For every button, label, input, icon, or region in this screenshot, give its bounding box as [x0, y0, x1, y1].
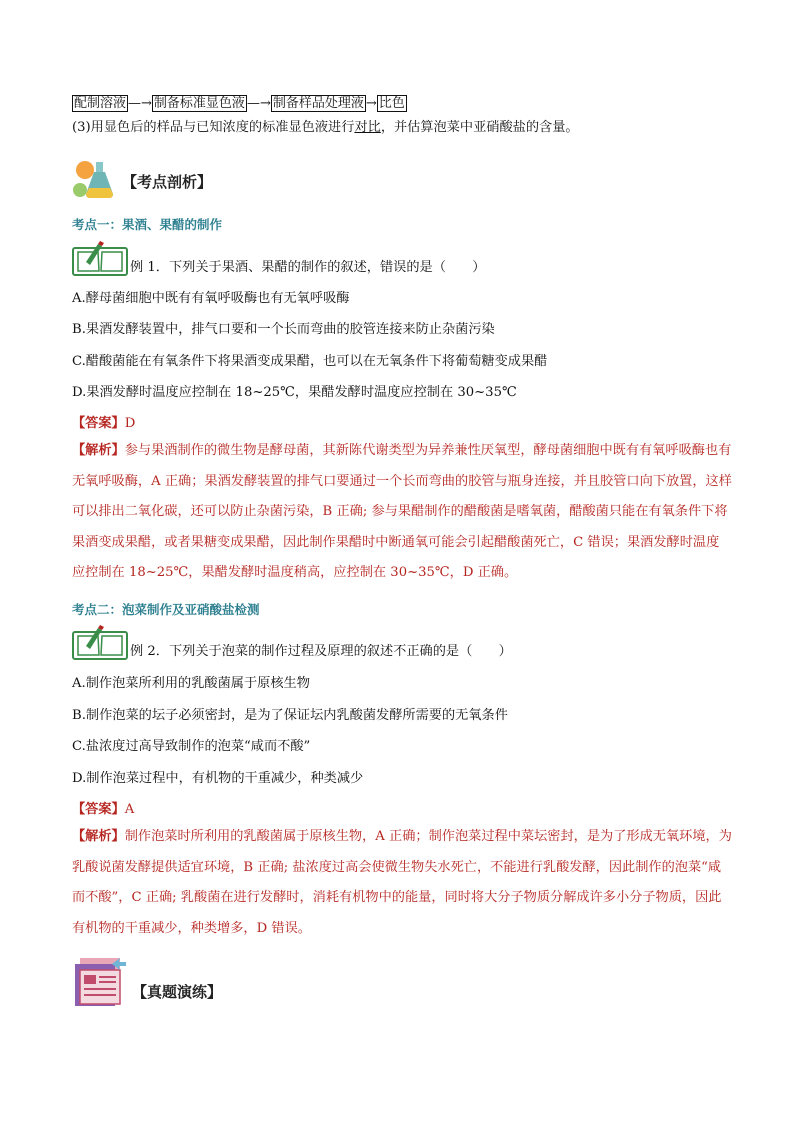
section-heading-analysis [72, 158, 212, 204]
flow-step-2: 制备标准显色液 [153, 96, 245, 111]
example-1-question: 例 1．下列关于果酒、果醋的制作的叙述，错误的是（ ） [130, 260, 486, 275]
ex2-option-a: A.制作泡菜所利用的乳酸菌属于原核生物 [72, 676, 310, 691]
ex2-option-d: D.制作泡菜过程中，有机物的干重减少，种类减少 [72, 771, 364, 786]
flask-icon [72, 158, 118, 204]
ex2-option-c: C.盐浓度过高导致制作的泡菜“咸而不酸” [72, 739, 311, 754]
flow-arrow-1: —→ [128, 96, 152, 111]
pencil-book-icon [72, 240, 128, 280]
flow-step-1: 配制溶液 [74, 96, 127, 111]
ex1-option-c: C.醋酸菌能在有氧条件下将果酒变成果醋，也可以在无氧条件下将葡萄糖变成果醋 [72, 354, 548, 369]
ex1-analysis: 【解析】参与果酒制作的微生物是酵母菌，其新陈代谢类型为异养兼性厌氧型，酵母菌细胞中既有有氧呼吸酶也有无氧呼吸酶，A 正确；果酒发酵装置的排气口要通过一个长而弯曲的胶管与瓶身连接，并且胶管口向下放置，这样可以排出二氧化碳，还可以防止杂菌污染，B 正确; 参与果醋制作的醋酸菌是嗜氧菌，醋酸菌只能在有氧条件下将果酒变成果醋，或者果糖变成果醋，因此制作果醋时中断通氧可能会引起醋酸菌死亡，C 错误；果酒发酵时温度应控制在 18~25℃，果醋发酵时温度稍高，应控制在 30~35℃，D 正确。 [72, 443, 732, 580]
ex2-option-b: B.制作泡菜的坛子必须密封，是为了保证坛内乳酸菌发酵所需要的无氧条件 [72, 708, 508, 723]
flow-step-3: 制备样品处理液 [272, 96, 364, 111]
section-heading-exercises [72, 956, 222, 1012]
ex1-option-b: B.果酒发酵装置中，排气口要和一个长而弯曲的胶管连接来防止杂菌污染 [72, 322, 495, 337]
flow-arrow-2: —→ [246, 96, 271, 111]
key-point-2: 考点二：泡菜制作及亚硝酸盐检测 [72, 602, 260, 617]
ex1-option-a: A.酵母菌细胞中既有有氧呼吸酶也有无氧呼吸酶 [72, 291, 350, 306]
flow-step-4: 比色 [378, 96, 405, 111]
underlined-term: 对比 [354, 120, 381, 135]
example-2-heading [72, 624, 512, 664]
pencil-book-icon [72, 624, 128, 664]
ex2-answer: 【答案】A [72, 802, 135, 817]
section-title: 【真题演练】 [132, 982, 223, 1001]
example-1-heading [72, 240, 485, 280]
flow-arrow-3: → [365, 96, 377, 111]
ex2-analysis: 【解析】制作泡菜时所利用的乳酸菌属于原核生物，A 正确；制作泡菜过程中菜坛密封，是为了形成无氧环境，为乳酸说菌发酵提供适宜环境，B 正确; 盐浓度过高会使微生物失水死亡，不能进行乳酸发酵，因此制作的泡菜“咸而不酸”，C 正确; 乳酸菌在进行发酵时，消耗有机物中的能量，同时将大分子物质分解成许多小分子物质，因此有机物的干重减少，种类增多，D 错误。 [72, 829, 732, 936]
key-point-1: 考点一：果酒、果醋的制作 [72, 217, 223, 232]
example-2-question: 例 2．下列关于泡菜的制作过程及原理的叙述不正确的是（ ） [130, 644, 512, 659]
document-stack-icon [72, 956, 128, 1012]
section-title: 【考点剖析】 [122, 172, 213, 191]
ex1-option-d: D.果酒发酵时温度应控制在 18~25℃，果醋发酵时温度应控制在 30~35℃ [72, 385, 517, 400]
process-flow [72, 95, 728, 113]
instruction-line-3: (3)用显色后的样品与已知浓度的标准显色液进行对比，并估算泡菜中亚硝酸盐的含量。 [72, 120, 579, 135]
ex1-answer: 【答案】D [72, 416, 136, 431]
